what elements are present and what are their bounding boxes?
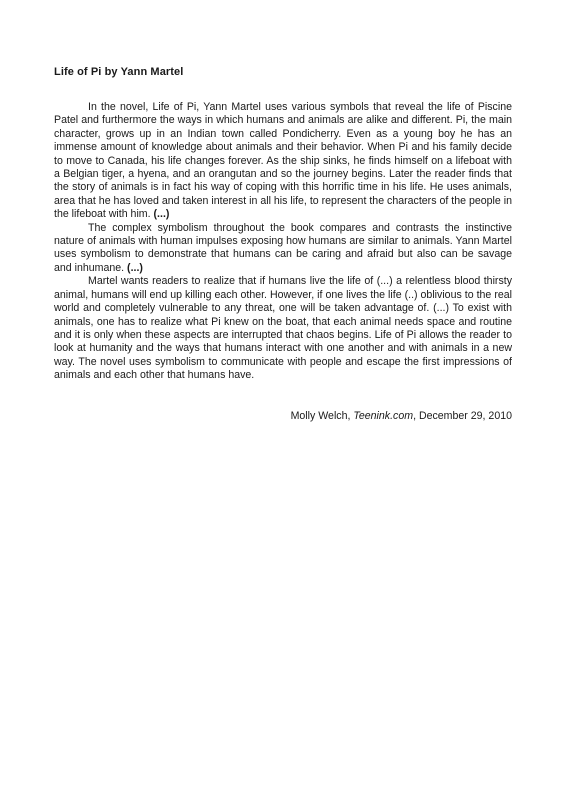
paragraph-3 (54, 275, 512, 382)
omission-marker: (...) (153, 208, 170, 221)
paragraph-3-text: Martel wants readers to realize that if humans live the life of (...) a relentless blood thirsty animal, humans will end up killing each other. However, if one lives the life (..) oblivious to the real world and completely vulnerable to any threat, one will be taken advantage of. (...) To exist with animals, one has to realize what Pi knew on the boat, that each animal needs space and routine and it is only when these aspects are interrupted that chaos begins. Life of Pi allows the reader to look at humanity and the ways that humans interact with one another and with animals in a new way. The novel uses symbolism to communicate with people and escape the first impressions of animals and each other that humans have. (54, 275, 512, 382)
omission-marker: (...) (127, 261, 143, 274)
citation-source: Teenink.com (353, 410, 414, 422)
citation-date: , December 29, 2010 (413, 410, 512, 422)
paragraph-1-text: In the novel, Life of Pi, Yann Martel uses various symbols that reveal the life of Piscine Patel and furthermore the ways in which humans and animals are alike and different. Pi, the main character, grows up in an Indian town called Pondicherry. Even as a young boy he has an immense amount of knowledge about animals and their behavior. When Pi and his family decide to move to Canada, his life changes forever. As the ship sinks, he finds himself on a lifeboat with a Belgian tiger, a hyena, and an orangutan and so the journey begins. Later the reader finds that the story of animals is in fact his way of coping with this horrific time in his life. He uses animals, area that he has loved and taken interest in all his life, to represent the characters of the people in the lifeboat with him. (54, 101, 512, 221)
document-body (54, 101, 512, 383)
citation (291, 410, 512, 422)
paragraph-2-text: The complex symbolism throughout the book compares and contrasts the instinctive nature of animals with human impulses exposing how humans are similar to animals. Yann Martel uses symbolism to demonstrate that humans can be caring and afraid but also can be savage and inhumane. (54, 221, 512, 274)
citation-author: Molly Welch, (290, 410, 354, 422)
paragraph-1 (54, 101, 512, 222)
document-title: Life of Pi by Yann Martel (54, 66, 184, 78)
paragraph-2 (54, 222, 512, 276)
